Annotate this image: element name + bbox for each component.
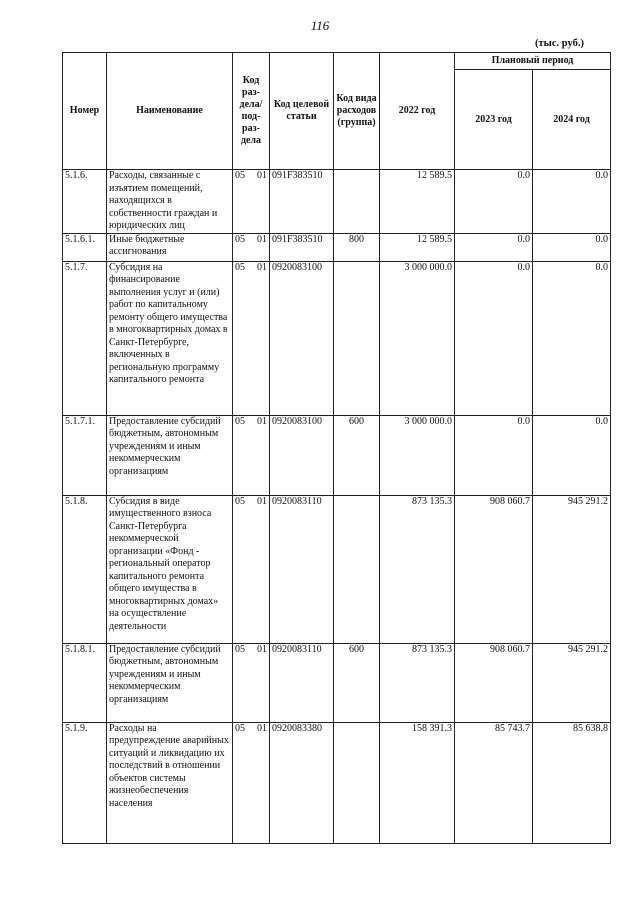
row-number: 5.1.6.1. xyxy=(63,233,107,261)
header-2022: 2022 год xyxy=(380,53,455,170)
row-expense-type xyxy=(334,722,380,843)
row-target: 0920083110 xyxy=(270,643,334,722)
table-row xyxy=(63,170,611,234)
row-2023: 908 060.7 xyxy=(455,643,533,722)
section-code: 05 xyxy=(235,722,245,734)
row-2024: 945 291.2 xyxy=(533,495,611,643)
row-name: Субсидия на финансирование выполнения услуг и (или) работ по капитальному ремонту общего имущества в многоквартирных домах в Санкт-Петербурге, включенных в региональную программу капитального ремонта xyxy=(107,261,233,415)
subsection-code: 01 xyxy=(257,643,267,655)
header-name: Наименование xyxy=(107,53,233,170)
header-2024: 2024 год xyxy=(533,70,611,170)
table-row xyxy=(63,261,611,415)
row-number: 5.1.9. xyxy=(63,722,107,843)
row-target: 091F383510 xyxy=(270,233,334,261)
table-row xyxy=(63,643,611,722)
row-name: Предоставление субсидий бюджетным, автономным учреждениям и иным некоммерческим организациям xyxy=(107,643,233,722)
header-number: Номер xyxy=(63,53,107,170)
table-row xyxy=(63,495,611,643)
subsection-code: 01 xyxy=(257,415,267,427)
header-target: Код целевой статьи xyxy=(270,53,334,170)
row-2023: 0.0 xyxy=(455,233,533,261)
header-section: Код раз-дела/ под-раз-дела xyxy=(233,53,270,170)
subsection-code: 01 xyxy=(257,495,267,507)
row-expense-type xyxy=(334,261,380,415)
budget-table xyxy=(62,52,611,844)
row-section xyxy=(233,170,270,234)
row-target: 0920083100 xyxy=(270,261,334,415)
row-expense-type xyxy=(334,170,380,234)
row-name: Расходы на предупреждение аварийных ситуаций и ликвидацию их последствий в отношении объектов системы жизнеобеспечения населения xyxy=(107,722,233,843)
table-row xyxy=(63,722,611,843)
row-expense-type xyxy=(334,495,380,643)
row-number: 5.1.6. xyxy=(63,170,107,234)
row-2024: 0.0 xyxy=(533,415,611,495)
units-label: (тыс. руб.) xyxy=(535,38,584,49)
row-2023: 85 743.7 xyxy=(455,722,533,843)
section-code: 05 xyxy=(235,170,245,181)
row-number: 5.1.7.1. xyxy=(63,415,107,495)
subsection-code: 01 xyxy=(257,261,267,273)
row-2022: 12 589.5 xyxy=(380,233,455,261)
row-target: 0920083100 xyxy=(270,415,334,495)
table-row xyxy=(63,233,611,261)
row-2022: 12 589.5 xyxy=(380,170,455,234)
row-number: 5.1.8. xyxy=(63,495,107,643)
row-2023: 0.0 xyxy=(455,170,533,234)
section-code: 05 xyxy=(235,261,245,273)
row-2024: 0.0 xyxy=(533,233,611,261)
row-section xyxy=(233,261,270,415)
row-2023: 908 060.7 xyxy=(455,495,533,643)
row-section xyxy=(233,415,270,495)
row-expense-type: 600 xyxy=(334,643,380,722)
row-name: Субсидия в виде имущественного взноса Санкт-Петербурга некоммерческой организации «Фонд - региональный оператор капитального ремонта общего имущества в многоквартирных домах» на осуществление деятельности xyxy=(107,495,233,643)
row-2024: 0.0 xyxy=(533,261,611,415)
row-2024: 85 638.8 xyxy=(533,722,611,843)
row-2023: 0.0 xyxy=(455,415,533,495)
row-name: Иные бюджетные ассигнования xyxy=(107,233,233,261)
header-2023: 2023 год xyxy=(455,70,533,170)
row-2024: 0.0 xyxy=(533,170,611,234)
table-row xyxy=(63,415,611,495)
row-2022: 158 391.3 xyxy=(380,722,455,843)
row-expense-type: 800 xyxy=(334,233,380,261)
page-number: 116 xyxy=(310,18,330,33)
row-number: 5.1.8.1. xyxy=(63,643,107,722)
subsection-code: 01 xyxy=(257,233,267,245)
header-expense-type: Код вида расходов (группа) xyxy=(334,53,380,170)
row-target: 0920083110 xyxy=(270,495,334,643)
row-section xyxy=(233,495,270,643)
row-2022: 3 000 000.0 xyxy=(380,415,455,495)
row-2022: 873 135.3 xyxy=(380,643,455,722)
subsection-code: 01 xyxy=(257,170,267,181)
header-plan-period: Плановый период xyxy=(455,53,611,70)
row-name: Предоставление субсидий бюджетным, автономным учреждениям и иным некоммерческим организациям xyxy=(107,415,233,495)
row-expense-type: 600 xyxy=(334,415,380,495)
row-2022: 873 135.3 xyxy=(380,495,455,643)
row-section xyxy=(233,722,270,843)
section-code: 05 xyxy=(235,643,245,655)
row-section xyxy=(233,233,270,261)
row-section xyxy=(233,643,270,722)
row-target: 091F383510 xyxy=(270,170,334,234)
subsection-code: 01 xyxy=(257,722,267,734)
row-2022: 3 000 000.0 xyxy=(380,261,455,415)
section-code: 05 xyxy=(235,415,245,427)
row-2024: 945 291.2 xyxy=(533,643,611,722)
section-code: 05 xyxy=(235,495,245,507)
row-name: Расходы, связанные с изъятием помещений, находящихся в собственности граждан и юридических лиц xyxy=(107,170,233,234)
row-2023: 0.0 xyxy=(455,261,533,415)
row-target: 0920083380 xyxy=(270,722,334,843)
row-number: 5.1.7. xyxy=(63,261,107,415)
section-code: 05 xyxy=(235,233,245,245)
